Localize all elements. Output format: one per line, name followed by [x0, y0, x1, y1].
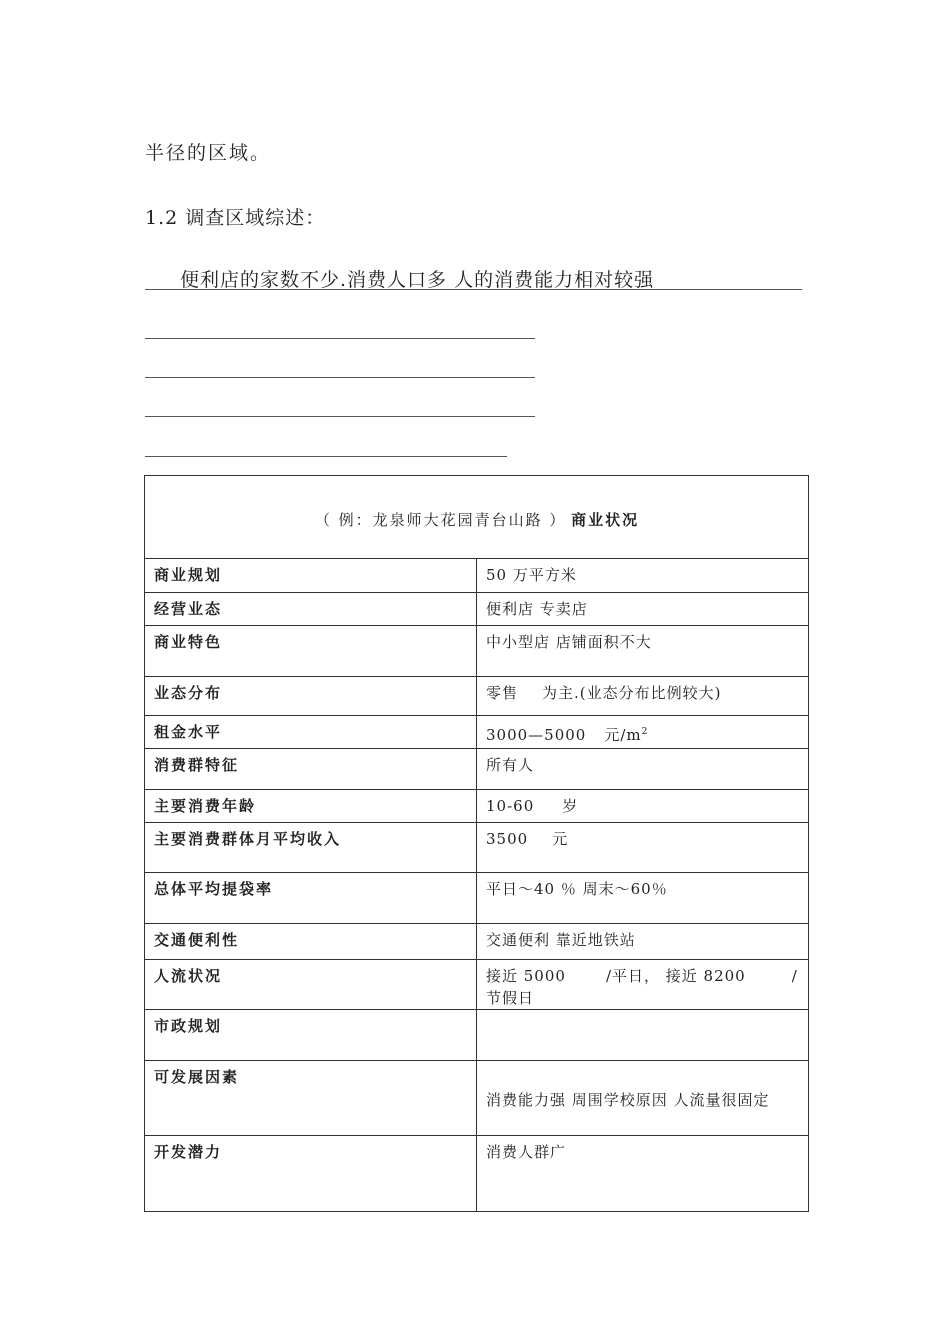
row-label: 开发潜力 — [145, 1136, 477, 1212]
row-value-part: /节假日 — [486, 967, 798, 1007]
row-value-part: /平日， 接近 8200 — [605, 967, 746, 985]
row-value-part: 3500 — [486, 830, 529, 848]
table-title — [145, 476, 809, 559]
row-value — [477, 960, 809, 1010]
row-label: 租金水平 — [145, 716, 477, 749]
fill-line-4 — [145, 416, 535, 417]
row-value-part: 零售 — [486, 684, 519, 702]
row-label: 业态分布 — [145, 677, 477, 716]
row-value-part: 元/m — [604, 726, 642, 744]
row-value — [477, 677, 809, 716]
table-row — [145, 924, 809, 960]
table-row — [145, 677, 809, 716]
table-row — [145, 960, 809, 1010]
table-title-example: （ 例：龙泉师大花园青台山路 ） — [314, 510, 567, 529]
row-value — [477, 716, 809, 749]
table-row — [145, 1061, 809, 1136]
row-label: 商业规划 — [145, 559, 477, 593]
row-value — [477, 823, 809, 873]
row-label: 总体平均提袋率 — [145, 873, 477, 924]
row-value-part: 为主.(业态分布比例较大) — [542, 684, 722, 702]
table-row — [145, 626, 809, 677]
row-label: 消费群特征 — [145, 749, 477, 790]
table-row — [145, 1136, 809, 1212]
table-row — [145, 716, 809, 749]
section-heading: 1.2 调查区域综述： — [145, 207, 326, 229]
row-value: 所有人 — [477, 749, 809, 790]
row-label: 主要消费群体月平均收入 — [145, 823, 477, 873]
table-title-row — [145, 476, 809, 559]
row-label: 市政规划 — [145, 1010, 477, 1061]
business-status-table — [144, 475, 809, 1212]
row-label: 可发展因素 — [145, 1061, 477, 1136]
table-row — [145, 873, 809, 924]
row-label: 交通便利性 — [145, 924, 477, 960]
row-value: 便利店 专卖店 — [477, 593, 809, 626]
row-value: 消费人群广 — [477, 1136, 809, 1212]
row-value-part: 岁 — [562, 797, 579, 815]
row-value-part: 接近 5000 — [486, 967, 566, 985]
table-row — [145, 559, 809, 593]
row-value-part: 元 — [552, 830, 569, 848]
row-value — [477, 1010, 809, 1061]
row-label: 经营业态 — [145, 593, 477, 626]
table-row — [145, 790, 809, 823]
row-value: 50 万平方米 — [477, 559, 809, 593]
row-value-part: 3000—5000 — [486, 726, 587, 744]
row-label: 商业特色 — [145, 626, 477, 677]
row-value — [477, 790, 809, 823]
row-value: 平日～40 ％ 周末～60％ — [477, 873, 809, 924]
fill-line-3 — [145, 377, 535, 378]
row-value: 中小型店 店铺面积不大 — [477, 626, 809, 677]
superscript: 2 — [641, 727, 649, 737]
summary-text: 便利店的家数不少.消费人口多 人的消费能力相对较强 — [180, 269, 655, 291]
row-label: 主要消费年龄 — [145, 790, 477, 823]
fill-line-2 — [145, 338, 535, 339]
row-value-part: 10-60 — [486, 797, 535, 815]
fill-line-1 — [145, 289, 802, 290]
table-row — [145, 749, 809, 790]
row-label: 人流状况 — [145, 960, 477, 1010]
row-value: 交通便利 靠近地铁站 — [477, 924, 809, 960]
intro-line: 半径的区域。 — [145, 142, 272, 164]
row-value: 消费能力强 周围学校原因 人流量很固定 — [477, 1061, 809, 1136]
table-row — [145, 1010, 809, 1061]
fill-line-5 — [145, 456, 507, 457]
table-row — [145, 823, 809, 873]
table-title-heading: 商业状况 — [571, 510, 640, 529]
table-row — [145, 593, 809, 626]
